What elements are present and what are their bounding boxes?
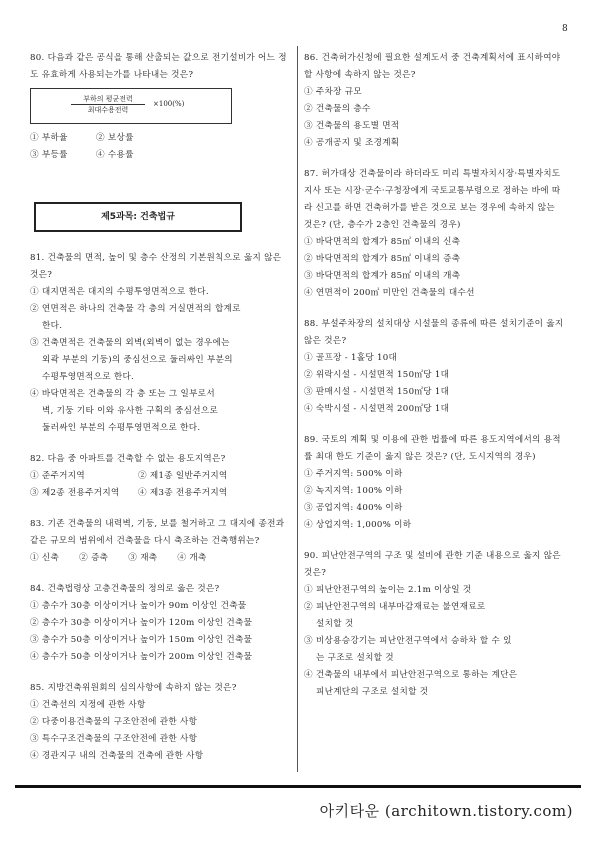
- question-88-text: 88. 부설주차장의 설치대상 시설물의 종류에 따른 설치기준이 옳지 않은 것은?: [304, 319, 567, 346]
- option[interactable]: ② 바닥면적의 합계가 85㎡ 이내의 증축: [304, 254, 461, 264]
- option[interactable]: ① 층수가 30층 이상이거나 높이가 90m 이상인 건축물: [30, 601, 247, 611]
- question-81: [30, 250, 292, 437]
- footer-site: 아키타운 (architown.tistory.com): [319, 802, 573, 820]
- question-88: [304, 316, 566, 418]
- option[interactable]: ④ 연면적이 200㎡ 미만인 건축물의 대수선: [304, 288, 475, 298]
- option[interactable]: ③ 제2종 전용주거지역: [30, 488, 120, 498]
- question-84-text: 84. 건축법령상 고층건축물의 정의로 옳은 것은?: [30, 584, 220, 594]
- option[interactable]: ④ 바닥면적은 건축물의 각 층 또는 그 일부로서 벽, 기둥 기타 이와 유사한 구획의 중심선으로 둘러싸인 부분의 수평투영면적으로 한다.: [30, 389, 219, 433]
- formula-box: [30, 88, 232, 124]
- option[interactable]: ④ 공개공지 및 조경계획: [304, 138, 400, 148]
- option[interactable]: ① 피난안전구역의 높이는 2.1m 이상일 것: [304, 585, 472, 595]
- option[interactable]: ② 증축: [79, 553, 109, 563]
- question-90-text: 90. 피난안전구역의 구조 및 설비에 관한 기준 내용으로 옳지 않은 것은?: [304, 551, 564, 578]
- question-90: [304, 548, 566, 701]
- option[interactable]: ② 건축물의 층수: [304, 104, 371, 114]
- option[interactable]: ① 부하율: [30, 133, 68, 143]
- option[interactable]: ② 보상률: [96, 133, 134, 143]
- question-81-text: 81. 건축물의 면적, 높이 및 층수 산정의 기본원칙으로 옳지 않은 것은?: [30, 253, 285, 280]
- option[interactable]: ④ 상업지역: 1,000% 이하: [304, 520, 412, 530]
- question-82: [30, 451, 292, 502]
- question-86-text: 86. 건축허가신청에 필요한 설계도서 중 건축계획서에 표시하여야 할 사항에 속하지 않는 것은?: [304, 53, 564, 80]
- option[interactable]: ② 층수가 30층 이상이거나 높이가 120m 이상인 건축물: [30, 618, 253, 628]
- option[interactable]: ① 주차장 규모: [304, 87, 362, 97]
- option[interactable]: ③ 건축물의 용도별 면적: [304, 121, 400, 131]
- question-80-options: [30, 130, 292, 164]
- option[interactable]: ④ 수용률: [96, 150, 134, 160]
- question-83: [30, 516, 292, 567]
- option[interactable]: ② 위락시설 - 시설면적 150㎡당 1대: [304, 370, 450, 380]
- option[interactable]: ① 대지면적은 대지의 수평투영면적으로 한다.: [30, 287, 209, 297]
- option[interactable]: ① 신축: [30, 553, 60, 563]
- question-89-text: 89. 국토의 계획 및 이용에 관한 법률에 따른 용도지역에서의 용적률 최대 한도 기준이 옳지 않은 것은? (단, 도시지역의 경우): [304, 435, 561, 462]
- question-82-options: [30, 468, 292, 502]
- option[interactable]: ① 준주거지역: [30, 471, 85, 481]
- option[interactable]: ④ 제3종 전용주거지역: [138, 488, 228, 498]
- formula-numerator: 부하의 평균전력: [71, 94, 145, 105]
- question-87: [304, 166, 566, 302]
- option[interactable]: ③ 공업지역: 400% 이하: [304, 503, 403, 513]
- subject-title: 제5과목: 건축법규: [34, 202, 242, 232]
- option[interactable]: ② 녹지지역: 100% 이하: [304, 486, 403, 496]
- left-column: [30, 50, 292, 765]
- right-column: [304, 50, 566, 701]
- formula-denominator: 최대수용전력: [87, 106, 129, 114]
- formula-fraction: [71, 94, 145, 115]
- question-83-text: 83. 기존 건축물의 내력벽, 기둥, 보를 철거하고 그 대지에 종전과 같은 규모의 범위에서 건축물을 다시 축조하는 건축행위는?: [30, 519, 288, 546]
- option[interactable]: ① 골프장 - 1홀당 10대: [304, 353, 398, 363]
- question-82-text: 82. 다음 중 아파트를 건축할 수 없는 용도지역은?: [30, 454, 226, 464]
- option[interactable]: ③ 비상용승강기는 피난안전구역에서 승하차 할 수 있 는 구조로 설치할 것: [304, 636, 512, 663]
- question-85-text: 85. 지방건축위원회의 심의사항에 속하지 않는 것은?: [30, 683, 237, 693]
- option[interactable]: ④ 경관지구 내의 건축물의 건축에 관한 사항: [30, 751, 204, 761]
- option[interactable]: ④ 개축: [177, 553, 207, 563]
- option[interactable]: ② 다중이용건축물의 구조안전에 관한 사항: [30, 717, 198, 727]
- option[interactable]: ① 바닥면적의 합계가 85㎡ 이내의 신축: [304, 237, 461, 247]
- option[interactable]: ③ 특수구조건축물의 구조안전에 관한 사항: [30, 734, 198, 744]
- option[interactable]: ③ 건축면적은 건축물의 외벽(외벽이 없는 경우에는 외곽 부분의 기둥)의 중심선으로 둘러싸인 부분의 수평투영면적으로 한다.: [30, 338, 233, 382]
- option[interactable]: ② 피난안전구역의 내부마감재료는 불연재료로 설치할 것: [304, 602, 486, 629]
- question-80: [30, 50, 292, 164]
- question-89: [304, 432, 566, 534]
- option[interactable]: ③ 부등률: [30, 150, 68, 160]
- question-83-options: [30, 550, 292, 567]
- option[interactable]: ① 건축선의 지정에 관한 사항: [30, 700, 146, 710]
- question-80-text: 80. 다음과 같은 공식을 통해 산출되는 값으로 전기설비가 어느 정도 유효하게 사용되는가를 나타내는 것은?: [30, 53, 287, 80]
- option[interactable]: ③ 재축: [128, 553, 158, 563]
- question-85: [30, 680, 292, 765]
- column-divider: [297, 46, 298, 772]
- option[interactable]: ① 주거지역: 500% 이하: [304, 469, 403, 479]
- option[interactable]: ③ 바닥면적의 합계가 85㎡ 이내의 개축: [304, 271, 461, 281]
- option[interactable]: ② 제1종 일반주거지역: [138, 471, 228, 481]
- formula-multiplier: ×100(%): [153, 100, 185, 108]
- option[interactable]: ④ 층수가 50층 이상이거나 높이가 200m 이상인 건축물: [30, 652, 253, 662]
- option[interactable]: ③ 판매시설 - 시설면적 150㎡당 1대: [304, 387, 450, 397]
- question-84: [30, 581, 292, 666]
- footer-rule: [15, 785, 581, 788]
- question-86: [304, 50, 566, 152]
- page-number: 8: [562, 24, 568, 34]
- option[interactable]: ④ 건축물의 내부에서 피난안전구역으로 통하는 계단은 피난계단의 구조로 설치할 것: [304, 670, 518, 697]
- option[interactable]: ④ 숙박시설 - 시설면적 200㎡당 1대: [304, 404, 450, 414]
- option[interactable]: ③ 층수가 50층 이상이거나 높이가 150m 이상인 건축물: [30, 635, 253, 645]
- option[interactable]: ② 연면적은 하나의 건축물 각 층의 거실면적의 합계로 한다.: [30, 304, 241, 331]
- question-87-text: 87. 허가대상 건축물이라 하더라도 미리 특별자치시장·특별자치도지사 또는 시장·군수·구청장에게 국토교통부령으로 정하는 바에 따라 신고를 하면 건축허가를 받은 것으로 보는 경우에 속하지 않는 것은? (단, 층수가 2층인 건축물의 경우): [304, 169, 561, 230]
